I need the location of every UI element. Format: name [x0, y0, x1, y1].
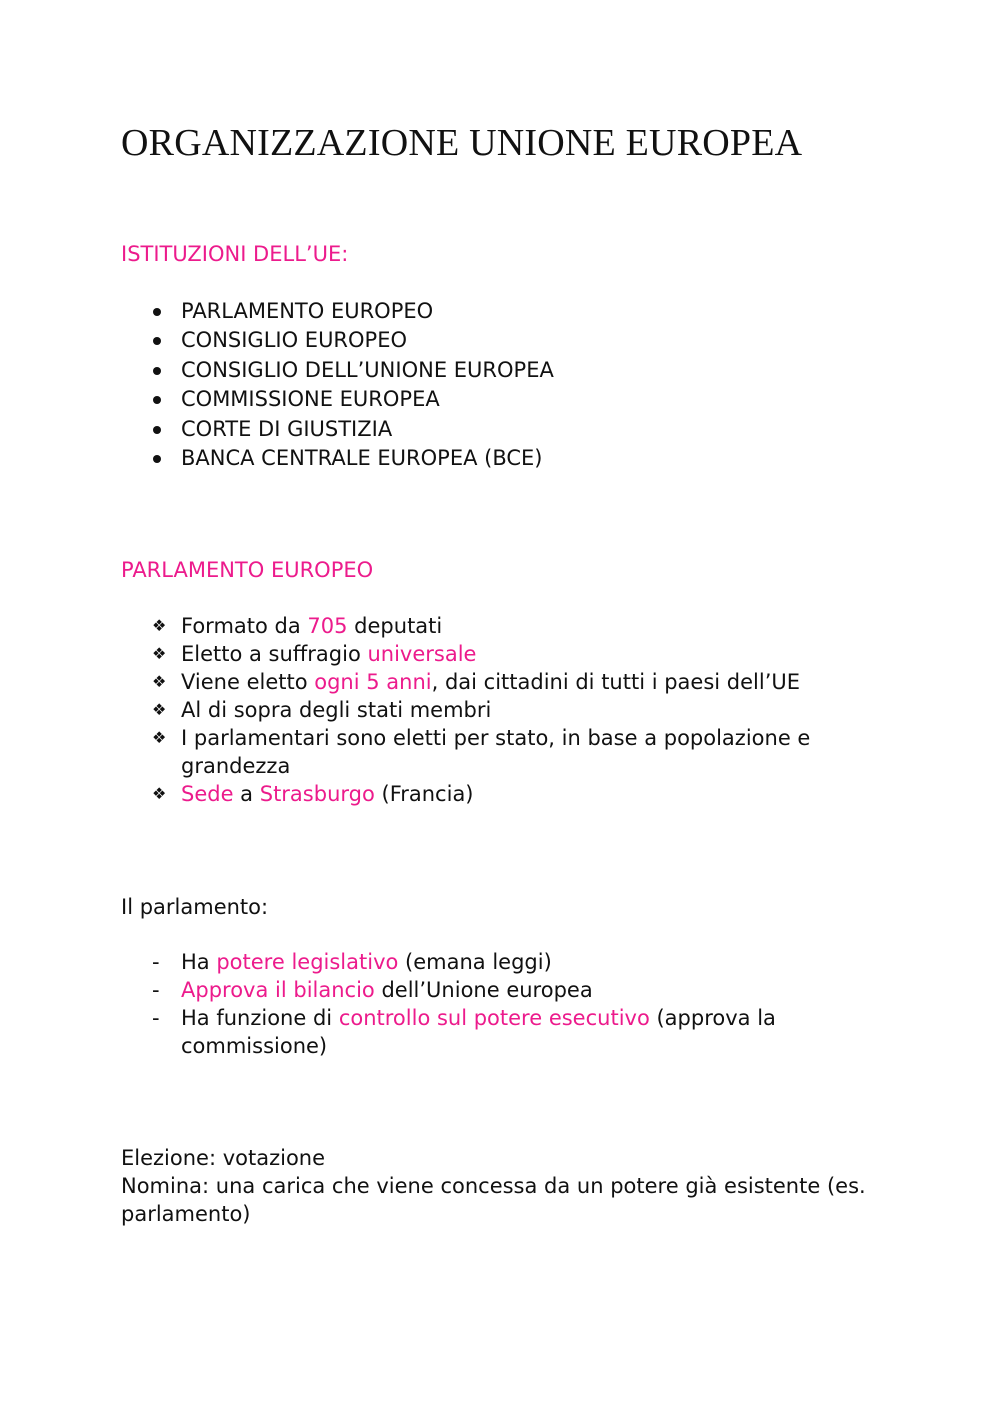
bullet-dot-icon	[153, 396, 161, 404]
list-item: ❖ Sede a Strasburgo (Francia)	[152, 782, 474, 806]
definizione-nomina: Nomina: una carica che viene concessa da un potere già esistente (es. parlamento)	[121, 1174, 866, 1226]
page-title: ORGANIZZAZIONE UNIONE EUROPEA	[121, 122, 803, 164]
diamond-bullet-icon: ❖	[152, 700, 167, 719]
list-item: - Approva il bilancio dell’Unione europea	[152, 978, 593, 1002]
bullet-dot-icon	[153, 455, 161, 463]
list-item: BANCA CENTRALE EUROPEA (BCE)	[150, 444, 880, 473]
bullet-dot-icon	[153, 426, 161, 434]
list-item: - Ha funzione di controllo sul potere esecutivo (approva la commissione)	[152, 1006, 776, 1058]
parlamento-list	[150, 612, 880, 808]
list-item: COMMISSIONE EUROPEA	[150, 385, 880, 414]
list-item: CONSIGLIO DELL’UNIONE EUROPEA	[150, 356, 880, 385]
diamond-bullet-icon: ❖	[152, 616, 167, 635]
list-item: CORTE DI GIUSTIZIA	[150, 415, 880, 444]
diamond-bullet-icon: ❖	[152, 784, 167, 803]
parlamento-intro: Il parlamento:	[121, 895, 269, 919]
bullet-dot-icon	[153, 367, 161, 375]
diamond-bullet-icon: ❖	[152, 644, 167, 663]
list-item: CONSIGLIO EUROPEO	[150, 326, 880, 355]
dash-bullet-icon: -	[152, 978, 160, 1002]
definizione-elezione: Elezione: votazione	[121, 1146, 326, 1170]
list-item: - Ha potere legislativo (emana leggi)	[152, 950, 552, 974]
funzioni-list	[150, 948, 880, 1060]
dash-bullet-icon: -	[152, 950, 160, 974]
bullet-dot-icon	[153, 308, 161, 316]
diamond-bullet-icon: ❖	[152, 728, 167, 747]
section-heading-istituzioni: ISTITUZIONI DELL’UE:	[121, 242, 349, 266]
list-item: ❖ Formato da 705 deputati	[152, 614, 443, 638]
section-heading-parlamento: PARLAMENTO EUROPEO	[121, 558, 374, 582]
bullet-dot-icon	[153, 337, 161, 345]
list-item: ❖ Eletto a suffragio universale	[152, 642, 477, 666]
list-item: ❖ Al di sopra degli stati membri	[152, 698, 492, 722]
istituzioni-list	[150, 297, 880, 473]
list-item: ❖ I parlamentari sono eletti per stato, in base a popolazione e grandezza	[152, 726, 811, 778]
list-item: PARLAMENTO EUROPEO	[150, 297, 880, 326]
list-item: ❖ Viene eletto ogni 5 anni, dai cittadini di tutti i paesi dell’UE	[152, 670, 801, 694]
diamond-bullet-icon: ❖	[152, 672, 167, 691]
dash-bullet-icon: -	[152, 1006, 160, 1030]
